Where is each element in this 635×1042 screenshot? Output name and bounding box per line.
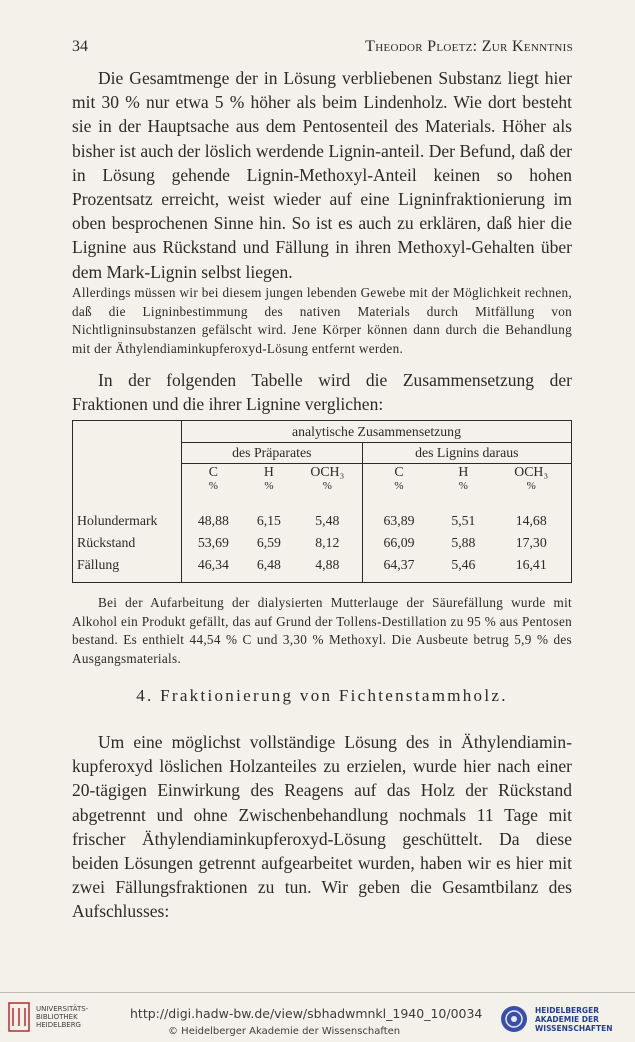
table-row xyxy=(73,554,572,583)
academy-seal-icon xyxy=(499,1004,529,1034)
digitization-footer xyxy=(0,996,635,1042)
library-emblem-icon xyxy=(8,1002,30,1032)
table-cell: 4,88 xyxy=(293,554,362,583)
table-cell: 5,88 xyxy=(451,535,476,550)
section-heading: 4. Fraktionierung von Fichtenstammholz. xyxy=(136,686,508,705)
table-cell: 17,30 xyxy=(515,535,547,550)
paragraph-2: In der folgenden Tabelle wird die Zusammensetzung der Fraktionen und die ihrer Lignine verglichen: xyxy=(72,370,572,415)
column-header: OCH₃ % xyxy=(491,464,571,503)
note-1: Allerdings müssen wir bei diesem jungen lebenden Gewebe mit der Möglichkeit rechnen, daß die Ligninbestimmung des nativen Materials durch Mitfällung von Nichtligninsubstanzen gefälscht wird. Jene Körper können dann durch die Behandlung mit der Äthylendiaminkupferoxyd-Lösung entfernt werden. xyxy=(72,285,572,356)
note-2: Bei der Aufarbeitung der dialysierten Mutterlauge der Säurefällung wurde mit Alkohol ein Produkt gefällt, das auf Grund der Tollens-Destillation zu 95 % aus Pentosen bestand. Es enthielt 44,54 % C und 3,30 % Methoxyl. Die Ausbeute betrug 5,9 % des Ausgangsmaterials. xyxy=(72,595,572,666)
academy-logo xyxy=(499,1004,627,1034)
composition-table-block xyxy=(72,420,572,583)
table-cell: 63,89 xyxy=(383,513,415,528)
table-cell: 8,12 xyxy=(293,532,362,554)
table-subheader-praeparat: des Präparates xyxy=(182,443,363,464)
paragraph-1: Die Gesamtmenge der in Lösung verbliebenen Substanz liegt hier mit 30 % nur etwa 5 % höher als beim Lindenholz. Wie dort besteht sie in der Hauptsache aus dem Pentosenteil des Materials. Höher als bisher ist auch der löslich werdende Lignin-anteil. Der Befund, daß der in Lösung gehende Lignin-Methoxyl-Anteil keinen so hohen Prozentsatz erreicht, weist wieder auf eine Ligninfraktionierung im oben besprochenen Sinne hin. So ist es auch zu erklären, daß hier die Lignine aus Rückstand und Fällung in ihren Methoxyl-Gehalten über dem Mark-Lignin selbst liegen. xyxy=(72,68,572,282)
row-label: Rückstand xyxy=(73,532,182,554)
copyright-notice: © Heidelberger Akademie der Wissenschaften xyxy=(168,1026,401,1037)
table-subheader-lignin: des Lignins daraus xyxy=(362,443,571,464)
table-cell: 48,88 xyxy=(197,513,229,528)
footer-divider xyxy=(0,992,635,993)
table-cell: 6,15 xyxy=(256,513,281,528)
table-cell: 6,48 xyxy=(256,557,281,572)
source-link[interactable]: http://digi.hadw-bw.de/view/sbhadwmnkl_1940_10/0034 xyxy=(130,1006,483,1021)
table-row xyxy=(73,502,572,532)
paragraph-3: Um eine möglichst vollständige Lösung des in Äthylendiamin-kupferoxyd löslichen Holzanteiles zu erzielen, wurde hier nach einer 20-tägigen Einwirkung des Reagens auf das Holz der Rückstand abgetrennt und ohne Zwischenbehandlung nochmals 11 Tage mit frischer Äthylendiaminkupferoxyd-Lösung geschüttelt. Da diese beiden Lösungen getrennt aufgearbeitet wurden, haben wir es hier mit zwei Fällungsfraktionen zu tun. Wir geben die Gesamtbilanz des Aufschlusses: xyxy=(72,732,572,922)
table-corner xyxy=(73,421,182,503)
table-cell: 6,59 xyxy=(256,535,281,550)
column-header: C % xyxy=(362,464,435,503)
column-header: H % xyxy=(435,464,491,503)
table-cell: 64,37 xyxy=(383,557,415,572)
academy-logo-text: HEIDELBERGER AKADEMIE DER WISSENSCHAFTEN xyxy=(535,1005,613,1033)
table-cell: 14,68 xyxy=(515,513,547,528)
column-header: OCH₃ % xyxy=(293,464,362,503)
paragraph-3-block xyxy=(72,730,572,924)
row-label: Fällung xyxy=(73,554,182,583)
column-header: C % xyxy=(182,464,245,503)
note-1-block xyxy=(72,284,572,358)
row-label: Holundermark xyxy=(73,502,182,532)
page-number: 34 xyxy=(72,38,88,55)
table-group-header: analytische Zusammensetzung xyxy=(292,423,461,439)
section-heading-block xyxy=(72,686,572,706)
composition-table xyxy=(72,420,572,583)
table-cell: 5,51 xyxy=(451,513,476,528)
library-logo xyxy=(8,1002,88,1032)
column-header: H % xyxy=(245,464,293,503)
paragraph-2-block xyxy=(72,368,572,416)
table-cell: 5,48 xyxy=(293,502,362,532)
table-cell: 16,41 xyxy=(515,557,547,572)
running-title: Theodor Ploetz: Zur Kenntnis xyxy=(365,38,573,55)
table-cell: 46,34 xyxy=(197,557,229,572)
table-row xyxy=(73,532,572,554)
library-logo-text: UNIVERSITÄTS-BIBLIOTHEK HEIDELBERG xyxy=(36,1005,89,1029)
page-header xyxy=(72,38,573,56)
table-cell: 53,69 xyxy=(197,535,229,550)
paragraph-1-block xyxy=(72,66,572,284)
note-2-block xyxy=(72,594,572,668)
table-cell: 66,09 xyxy=(383,535,415,550)
table-cell: 5,46 xyxy=(451,557,476,572)
